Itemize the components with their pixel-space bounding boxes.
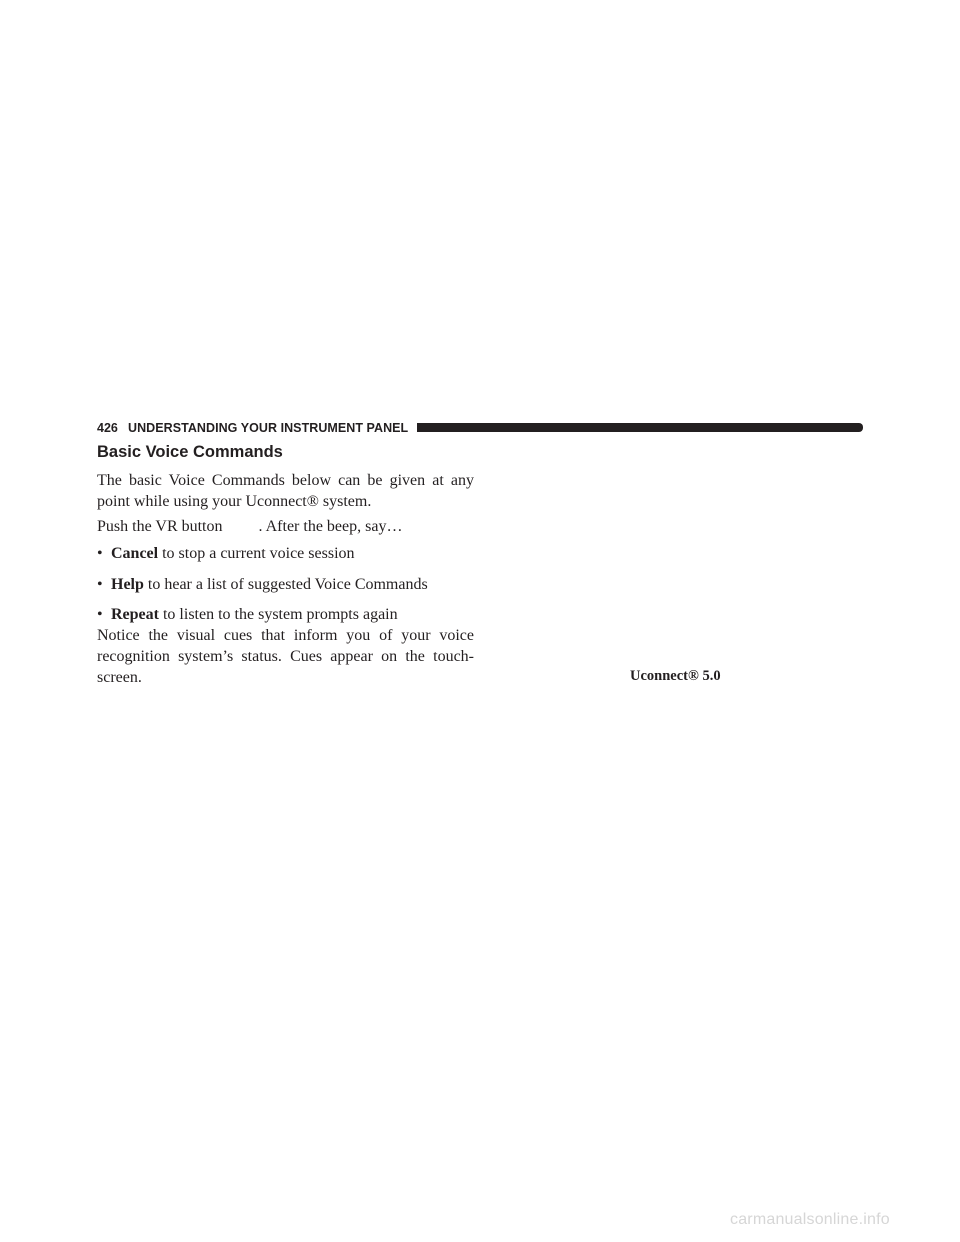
command-term: Repeat	[111, 606, 159, 623]
list-item	[97, 604, 497, 625]
command-term: Cancel	[111, 545, 159, 562]
push-vr-suffix: . After the beep, say…	[258, 518, 403, 535]
header-rule	[417, 423, 863, 432]
command-description: to stop a current voice session	[158, 545, 355, 562]
command-list	[97, 543, 497, 635]
list-item	[97, 574, 497, 595]
notice-paragraph: Notice the visual cues that inform you of your voice recognition system’s status. Cues appear on the touch-screen.	[97, 627, 474, 686]
figure-caption: Uconnect® 5.0	[630, 668, 721, 684]
list-item	[97, 543, 497, 564]
command-description: to listen to the system prompts again	[158, 606, 398, 623]
watermark: carmanualsonline.info	[730, 1211, 890, 1228]
bullet-icon: •	[97, 606, 103, 623]
push-vr-paragraph	[97, 516, 474, 537]
push-vr-prefix: Push the VR button	[97, 518, 223, 535]
command-term: Help	[111, 575, 144, 593]
section-heading: Basic Voice Commands	[97, 443, 283, 461]
bullet-icon: •	[97, 545, 103, 562]
page-header	[97, 420, 863, 436]
intro-paragraph: The basic Voice Commands below can be given at any point while using your Uconnect® system.	[97, 472, 474, 510]
section-title: UNDERSTANDING YOUR INSTRUMENT PANEL	[128, 421, 409, 435]
command-description: to hear a list of suggested Voice Commands	[143, 575, 428, 593]
page-number: 426	[97, 421, 118, 435]
bullet-icon: •	[97, 575, 103, 593]
